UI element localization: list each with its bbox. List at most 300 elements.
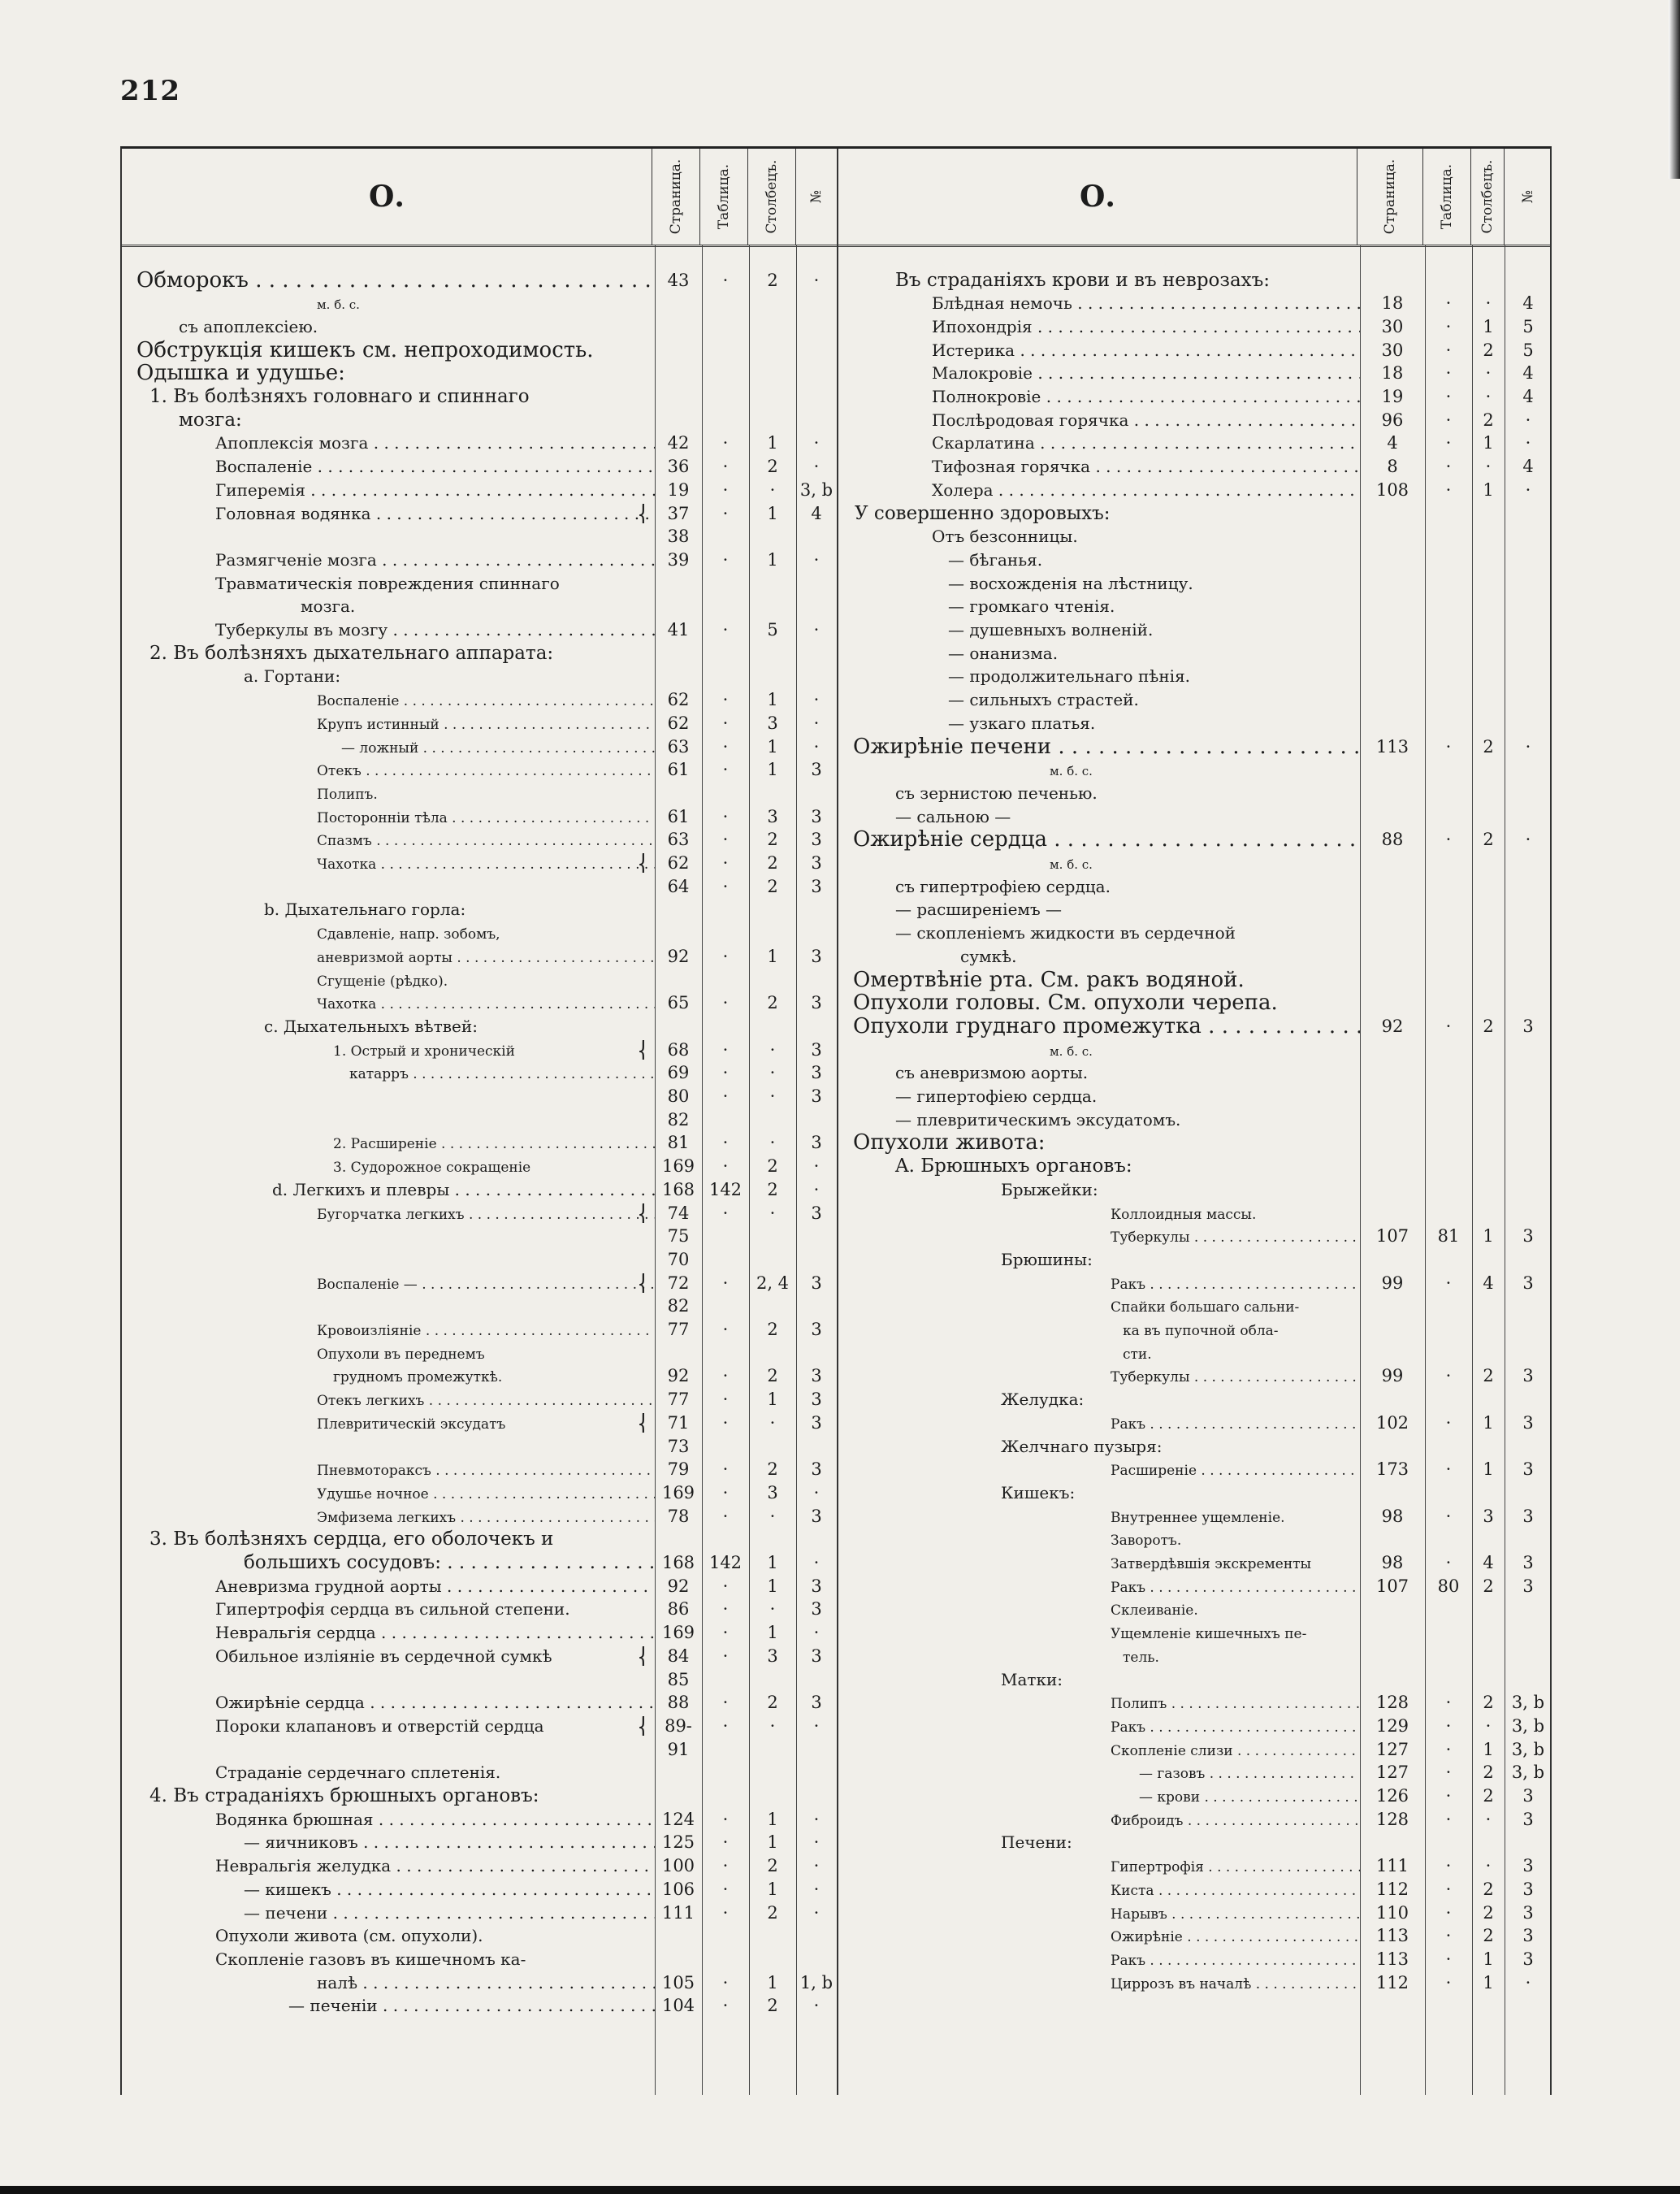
entry-column: · [1485,457,1492,477]
entry-page: 111 [1375,1856,1409,1876]
entry-number: 3 [1522,1016,1534,1036]
entry-number: 3 [811,1576,822,1596]
entry-column: · [1485,363,1492,384]
entry-page: 168 [661,1179,695,1199]
index-entry [122,759,837,781]
entry-term: Воспаленіе . . . [317,693,655,709]
entry-table: · [1445,316,1452,336]
entry-column: 4 [1483,1273,1494,1293]
index-entry [838,502,1552,524]
entry-term: — продолжительнаго пѣнія. [948,666,1191,687]
index-entry [122,456,837,478]
entry-term: У совершенно здоровыхъ: [855,502,1111,524]
entry-term: Малокровіе . . . [932,363,1360,383]
index-entry [838,339,1552,361]
entry-page: 8 [1387,457,1398,477]
entry-term: съ апоплексіею. [179,316,318,336]
entry-page: 71 [667,1412,690,1433]
index-entry [122,619,837,641]
entry-table: · [722,1482,729,1502]
entry-column: 2 [1483,1926,1494,1946]
entry-term: Крупъ истинный . . . [317,717,655,733]
entry-number: · [813,1856,820,1876]
entry-page: 91 [667,1739,690,1759]
index-entry [122,1971,837,1993]
entry-term: 1. Острый и хроническій [333,1043,515,1060]
entry-page: 30 [1381,316,1404,336]
entry-term: Посторонніи тѣла . . . [317,810,655,826]
header-table-right: Таблица. [1422,149,1470,245]
entry-number: · [1525,830,1531,850]
entry-term: Ожирѣніе печени . . . [853,735,1360,759]
entry-column: 1 [767,946,778,966]
index-entry [122,642,837,664]
entry-number: · [1525,433,1531,453]
entry-page: 70 [667,1249,690,1269]
index-entry [122,526,837,548]
entry-page: 30 [1381,340,1404,360]
entry-table: · [1445,410,1452,430]
entry-column: 3 [767,1482,778,1502]
index-entry [122,1435,837,1457]
entry-number: 3 [811,806,822,826]
entry-number: · [813,713,820,733]
entry-table: · [722,1856,729,1876]
entry-page: 19 [667,479,690,500]
entry-term: Полипъ . . . [1111,1696,1360,1712]
entry-term: Отъ безсонницы. [932,527,1078,547]
section-letter-right: О. [1080,180,1115,214]
index-entry [838,1272,1552,1294]
entry-number: 3 [811,1693,822,1713]
entry-page: 86 [667,1599,690,1619]
entry-table: · [722,1646,729,1666]
entry-table: · [1445,1016,1452,1036]
index-entry [838,805,1552,827]
entry-term: Опухоли живота (см. опухоли). [215,1926,483,1946]
entry-table: · [722,549,729,570]
entry-term: — печеніи . . . [288,1996,655,2015]
entry-term: Ожирѣніе . . . [1111,1929,1360,1945]
index-entry [122,992,837,1014]
entry-page: 82 [667,1109,690,1130]
entry-column: · [1485,387,1492,406]
entry-number: · [1525,736,1531,757]
entry-term: Затвердѣвшія экскременты [1111,1556,1312,1572]
entry-column: · [769,1506,776,1526]
entry-number: 3 [811,1412,822,1433]
index-entry [838,1668,1552,1690]
entry-number: · [813,433,820,453]
entry-table: · [1445,1926,1452,1946]
entry-page: 108 [1375,479,1409,500]
header-number: № [795,149,837,245]
index-entry [838,1435,1552,1457]
entry-page: 169 [661,1156,695,1177]
entry-column: 2 [1483,1366,1494,1386]
entry-number: 3 [811,1320,822,1339]
entry-term: Желчнаго пузыря: [1001,1436,1163,1456]
header-page-right: Страница. [1357,149,1422,245]
entry-term: съ гипертрофіею сердца. [895,876,1111,896]
entry-number: 4 [811,503,822,523]
entry-page: 18 [1381,363,1404,384]
index-entry [838,1785,1552,1807]
entry-column: 2 [767,1320,778,1339]
entry-number: 3 [1522,1273,1534,1293]
entry-table: · [722,830,729,850]
entry-page: 62 [667,853,690,873]
entry-column: · [769,1715,776,1736]
entry-table: · [722,1156,729,1177]
index-entry [838,1225,1552,1247]
entry-number: 3 [811,946,822,966]
index-entry [122,1202,837,1224]
entry-term: Склеиваніе. [1111,1602,1198,1619]
index-entry [122,1365,837,1387]
index-entry [838,1552,1552,1574]
entry-number: 3 [1522,1412,1534,1433]
entry-number: · [1525,479,1531,500]
index-entry [838,1762,1552,1784]
entry-column: 1 [767,760,778,780]
index-entry [122,689,837,711]
entry-term: b. Дыхательнаго горла: [264,900,466,920]
index-entry [838,1342,1552,1364]
index-entry [838,1598,1552,1620]
entry-page: 125 [661,1832,695,1853]
index-entry [122,1808,837,1830]
index-entry [838,456,1552,478]
entry-term: Опухоли живота: [853,1130,1046,1156]
entry-column: 1 [767,433,778,453]
page-spine-shadow [1669,0,1680,179]
index-entry [838,293,1552,314]
entry-column: 1 [1483,479,1494,500]
entry-column: 5 [767,620,778,640]
entry-column: 1 [1483,1226,1494,1247]
index-entry [122,339,837,361]
entry-number: · [813,1179,820,1199]
entry-number: 3 [811,993,822,1013]
entry-page: 78 [667,1506,690,1526]
index-entry [122,1411,837,1433]
index-entry [838,1948,1552,1970]
entry-column: 3 [767,806,778,826]
entry-term: — узкаго платья. [948,713,1096,733]
entry-term: — печени . . . [244,1903,655,1923]
index-entry [122,782,837,804]
index-entry [838,666,1552,687]
entry-table: · [722,1809,729,1829]
entry-column: 2 [767,853,778,873]
entry-term: Спайки большаго сальни- [1111,1299,1300,1316]
entry-term: Травматическія повреждения спиннаго [215,573,560,593]
entry-number: 3 [1522,1809,1534,1829]
entry-number: 4 [1522,457,1534,477]
index-entry [838,829,1552,851]
entry-page: 92 [667,946,690,966]
entry-term: Послѣродовая горячка . . . [932,410,1360,430]
entry-page: 18 [1381,293,1404,314]
entry-term: ка въ пупочной обла- [1123,1323,1279,1339]
entry-number: 5 [1522,340,1534,360]
index-entry [122,1948,837,1970]
index-entry [838,1692,1552,1714]
index-entry [838,782,1552,804]
entry-term: Обморокъ . . . [136,268,655,293]
entry-table: · [722,1273,729,1293]
entry-number: 3 [1522,1926,1534,1946]
entry-term: Фиброидъ . . . [1111,1813,1360,1829]
entry-term: Обструкція кишекъ см. непроходимость. [136,337,594,362]
entry-term: — скопленіемъ жидкости въ сердечной [895,923,1236,943]
index-entry [122,829,837,851]
entry-table: · [722,806,729,826]
index-entry [838,572,1552,594]
entry-number: · [813,1809,820,1829]
index-entry [122,1878,837,1900]
entry-column: · [1485,1809,1492,1829]
entry-term: Кишекъ: [1001,1482,1076,1502]
entry-term: — онанизма. [948,643,1059,663]
entry-number: · [813,1832,820,1853]
entry-column: 2 [1483,1763,1494,1783]
index-entry [122,1855,837,1877]
entry-column: 1 [767,1832,778,1853]
entry-page: 72 [667,1273,690,1293]
entry-term: Скопленіе слизи . . . [1111,1743,1360,1759]
entry-page: 107 [1375,1226,1409,1247]
entry-page: 113 [1375,1926,1409,1946]
index-entry [838,1015,1552,1037]
entry-term: Невральгія желудка . . . [215,1856,655,1875]
entry-page: 98 [1381,1506,1404,1526]
entry-number: · [813,270,820,290]
index-entry [838,1108,1552,1130]
entry-column: · [769,1063,776,1083]
entry-page: 69 [667,1063,690,1083]
entry-number: 3 [811,1203,822,1223]
entry-number: 3 [811,1459,822,1480]
entry-page: 41 [667,620,690,640]
entry-number: · [1525,410,1531,430]
entry-column: 2 [767,1366,778,1386]
entry-number: 3, b [1511,1693,1545,1713]
index-entry [122,899,837,921]
index-entry [122,1575,837,1597]
entry-table: · [1445,1366,1452,1386]
entry-column: 2 [767,1996,778,2016]
entry-table: · [1445,1739,1452,1759]
entry-term: Головная водянка . . . [215,504,655,523]
entry-term: Аневризма грудной аорты . . . [215,1576,655,1596]
header-column: Столбецъ. [747,149,795,245]
entry-term: Скопленіе газовъ въ кишечномъ ка- [215,1949,526,1969]
entry-number: 3 [811,1133,822,1153]
index-entry [122,1598,837,1620]
index-entry [838,1481,1552,1503]
index-entry [122,1785,837,1807]
entry-page: 42 [667,433,690,453]
entry-table: · [722,1832,729,1853]
entry-term: — крови . . . [1139,1789,1360,1806]
index-entry [122,1389,837,1411]
entry-column: · [769,1133,776,1153]
entry-column: 2 [1483,1016,1494,1036]
entry-table: · [722,1599,729,1619]
index-entry [838,1971,1552,1993]
index-entry [122,548,837,570]
entry-page: 64 [667,876,690,896]
entry-page: 62 [667,690,690,710]
entry-column: 2 [767,1856,778,1876]
entry-term: Ракъ . . . [1111,1580,1360,1596]
entry-page: 88 [1381,830,1404,850]
index-entry [838,1132,1552,1154]
entry-column: 2 [1483,830,1494,850]
index-entry [838,1156,1552,1177]
index-entry [122,432,837,454]
entry-page: 106 [661,1879,695,1899]
right-rows [838,245,1552,2095]
index-entry [122,1668,837,1690]
index-entry [122,479,837,501]
entry-term: Расширеніе . . . [1111,1463,1360,1479]
entry-term: Одышка и удушье: [136,361,345,386]
entry-term: Блѣдная немочь . . . [932,293,1360,313]
index-entry [122,1295,837,1317]
entry-term: Въ страданіяхъ крови и въ неврозахъ: [895,269,1271,291]
entry-term: 4. Въ страданіяхъ брюшныхъ органовъ: [149,1785,539,1806]
entry-table: · [1445,1459,1452,1480]
page-number: 212 [120,75,180,107]
entry-table: · [722,433,729,453]
entry-table: · [722,993,729,1013]
index-entry [838,269,1552,291]
entry-table: · [1445,340,1452,360]
entry-column: 2 [767,1693,778,1713]
index-entry [838,315,1552,337]
entry-table: · [1445,1809,1452,1829]
entry-term: Страданіе сердечнаго сплетенія. [215,1763,501,1783]
entry-term: Бугорчатка легкихъ . . . [317,1207,655,1223]
entry-column: · [1485,293,1492,314]
entry-page: 124 [661,1809,695,1829]
index-entry [838,1901,1552,1923]
entry-column: 2 [767,876,778,896]
entry-page: 111 [661,1902,695,1923]
entry-column: · [769,1412,776,1433]
entry-column: 2 [767,830,778,850]
entry-term: Удушье ночное . . . [317,1486,655,1502]
entry-term: Гиперемія . . . [215,480,655,500]
entry-table: · [722,1972,729,1992]
entry-term: катарръ . . . [349,1066,655,1082]
entry-page: 63 [667,830,690,850]
entry-term: съ аневризмою аорты. [895,1063,1089,1083]
entry-page: 61 [667,760,690,780]
entry-table: · [1445,433,1452,453]
entry-table: · [722,270,729,290]
index-entry [122,922,837,944]
entry-term: Омертвѣніе рта. См. ракъ водяной. [853,967,1245,992]
entry-number: 3 [811,1086,822,1106]
entry-table: 142 [708,1553,743,1572]
entry-table: · [722,1203,729,1223]
entry-table: · [722,1576,729,1596]
entry-number: · [813,457,820,477]
index-entry [122,1178,837,1200]
entry-number: · [813,620,820,640]
entry-number: 3, b [1511,1763,1545,1783]
entry-column: 2 [767,1459,778,1480]
entry-table: · [722,1133,729,1153]
entry-term: Эмфизема легкихъ . . . [317,1510,655,1526]
entry-table: · [722,690,729,710]
index-entry [838,1575,1552,1597]
index-entry [122,1738,837,1760]
entry-number: 3 [1522,1366,1534,1386]
entry-table: · [722,1063,729,1083]
index-entry [838,1411,1552,1433]
entry-term: A. Брюшныхъ органовъ: [895,1156,1132,1177]
entry-page: 128 [1375,1693,1409,1713]
index-entry [838,619,1552,641]
entry-term: мозга: [179,409,242,431]
entry-page: 62 [667,713,690,733]
entry-term: Плевритическій эксудатъ [317,1416,506,1433]
index-entry [838,1202,1552,1224]
entry-column: 2 [1483,736,1494,757]
entry-page: 68 [667,1039,690,1060]
entry-term: — бѣганья. [948,549,1043,570]
entry-term: Циррозъ въ началѣ . . . [1111,1976,1360,1992]
index-entry [122,1925,837,1947]
right-column [838,149,1552,2095]
index-entry [838,1528,1552,1550]
entry-number: 1, b [799,1972,834,1992]
index-entry [838,1295,1552,1317]
entry-page: 100 [661,1856,695,1876]
header-number-right: № [1504,149,1552,245]
index-entry [838,1622,1552,1644]
entry-column: 1 [767,549,778,570]
scan-edge [0,2186,1680,2194]
entry-table: · [1445,1715,1452,1736]
entry-number: 3 [811,1506,822,1526]
header-page: Страница. [652,149,699,245]
entry-table: · [1445,363,1452,384]
entry-term: Тифозная горячка . . . [932,457,1360,476]
entry-number: 3, b [1511,1715,1545,1736]
entry-page: 81 [667,1133,690,1153]
index-entry [122,502,837,524]
entry-table: · [1445,1879,1452,1899]
entry-term: Отекъ легкихъ . . . [317,1393,655,1409]
entry-term: Истерика . . . [932,340,1360,360]
entry-table: · [722,760,729,780]
entry-column: 1 [1483,1459,1494,1480]
entry-term: Сгущеніе (рѣдко). [317,973,448,990]
entry-term: Киста . . . [1111,1883,1360,1899]
entry-number: 5 [1522,316,1534,336]
entry-column: 1 [1483,1949,1494,1969]
entry-number: 3 [811,1273,822,1293]
entry-page: 105 [661,1972,695,1992]
entry-term: Гипертрофія . . . [1111,1859,1360,1875]
entry-table: · [1445,1972,1452,1992]
